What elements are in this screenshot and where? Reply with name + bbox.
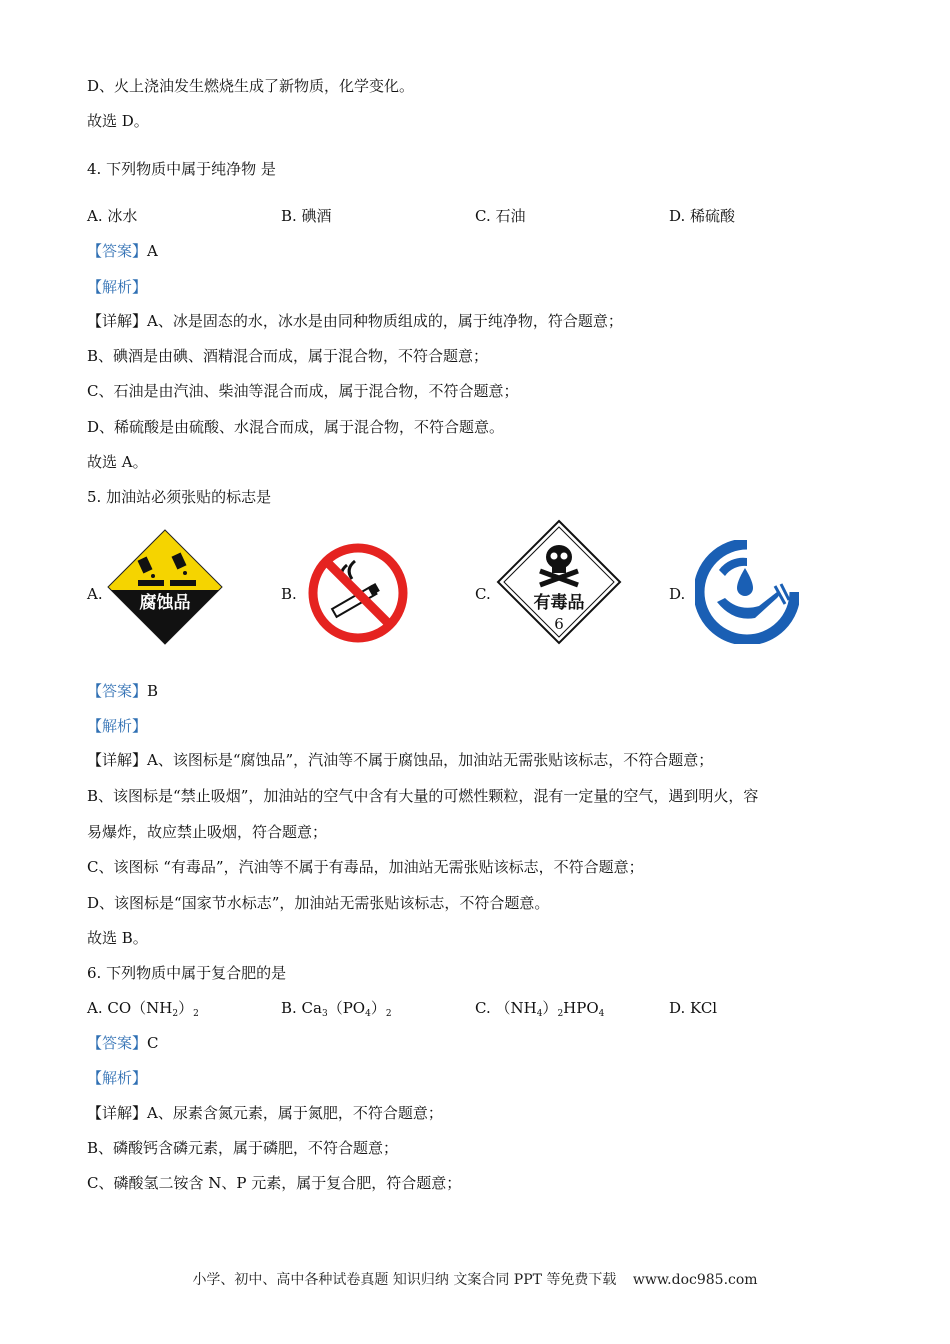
answer-tag: 【答案】 bbox=[87, 1034, 148, 1052]
option-4b: B. 碘酒 bbox=[281, 207, 332, 225]
corrosive-sign-icon bbox=[106, 528, 224, 646]
option-4c: C. 石油 bbox=[475, 207, 526, 225]
choose-4: 故选 A。 bbox=[87, 453, 148, 471]
answer-5 bbox=[87, 680, 158, 702]
footer-text: 小学、初中、高中各种试卷真题 知识归纳 文案合同 PPT 等免费下载 bbox=[192, 1272, 617, 1288]
page-footer bbox=[0, 1269, 950, 1289]
answer-value: A bbox=[147, 242, 158, 260]
option-5c: C. bbox=[475, 585, 491, 603]
detail-text: A、冰是固态的水，冰水是由同种物质组成的，属于纯净物，符合题意； bbox=[147, 312, 623, 330]
footer-url[interactable]: www.doc985.com bbox=[632, 1272, 758, 1288]
option-6b: B. $Ca_3(PO_4)_2$ bbox=[281, 999, 392, 1019]
water-saving-sign-icon bbox=[695, 540, 799, 644]
toxic-sign-class: 6 bbox=[554, 615, 564, 633]
text-line: D、火上浇油发生燃烧生成了新物质，化学变化。 bbox=[87, 77, 415, 95]
answer-value: C bbox=[147, 1034, 159, 1052]
analysis-6 bbox=[87, 1067, 147, 1089]
analysis-tag: 【解析】 bbox=[87, 278, 148, 296]
answer-6 bbox=[87, 1032, 159, 1054]
detail-6b: B、磷酸钙含磷元素，属于磷肥，不符合题意； bbox=[87, 1139, 399, 1157]
detail-4c: C、石油是由汽油、柴油等混合而成，属于混合物，不符合题意； bbox=[87, 382, 519, 400]
detail-5b-cont: 易爆炸，故应禁止吸烟，符合题意； bbox=[87, 823, 328, 841]
detail-tag: 【详解】 bbox=[87, 751, 148, 769]
detail-4b: B、碘酒是由碘、酒精混合而成，属于混合物，不符合题意； bbox=[87, 347, 489, 365]
detail-tag: 【详解】 bbox=[87, 312, 148, 330]
answer-4 bbox=[87, 240, 158, 262]
toxic-sign-label: 有毒品 bbox=[533, 593, 585, 613]
toxic-sign-icon bbox=[496, 519, 622, 645]
detail-4d: D、稀硫酸是由硫酸、水混合而成，属于混合物，不符合题意。 bbox=[87, 418, 505, 436]
question-4: 4. 下列物质中属于纯净物 是 bbox=[87, 160, 276, 178]
choose-5: 故选 B。 bbox=[87, 929, 148, 947]
option-6a: A. $CO(NH_2)_2$ bbox=[87, 999, 199, 1019]
question-6: 6. 下列物质中属于复合肥的是 bbox=[87, 964, 287, 982]
option-5d: D. bbox=[669, 585, 686, 603]
answer-value: B bbox=[147, 682, 159, 700]
detail-5a bbox=[87, 749, 713, 771]
detail-5d: D、该图标是“国家节水标志”，加油站无需张贴该标志，不符合题意。 bbox=[87, 894, 550, 912]
detail-5b: B、该图标是“禁止吸烟”，加油站的空气中含有大量的可燃性颗粒，混有一定量的空气，遇到明火，容 bbox=[87, 787, 759, 805]
answer-tag: 【答案】 bbox=[87, 682, 148, 700]
question-5: 5. 加油站必须张贴的标志是 bbox=[87, 488, 272, 506]
option-6d: D. KCl bbox=[669, 999, 718, 1017]
detail-4a bbox=[87, 310, 623, 332]
option-5a: A. bbox=[87, 585, 103, 603]
option-5b: B. bbox=[281, 585, 297, 603]
option-6c: C. $(NH_4)_2HPO_4$ bbox=[475, 999, 605, 1019]
option-4d: D. 稀硫酸 bbox=[669, 207, 736, 225]
detail-text: A、该图标是“腐蚀品”，汽油等不属于腐蚀品，加油站无需张贴该标志，不符合题意； bbox=[147, 751, 714, 769]
analysis-tag: 【解析】 bbox=[87, 1069, 148, 1087]
corrosive-sign-label: 腐蚀品 bbox=[139, 593, 191, 613]
detail-6c: C、磷酸氢二铵含 N、P 元素，属于复合肥，符合题意； bbox=[87, 1174, 462, 1192]
detail-5c: C、该图标 “有毒品”，汽油等不属于有毒品，加油站无需张贴该标志，不符合题意； bbox=[87, 858, 644, 876]
option-4a: A. 冰水 bbox=[87, 207, 138, 225]
no-smoking-sign-icon bbox=[305, 543, 411, 643]
detail-text: A、尿素含氮元素，属于氮肥，不符合题意； bbox=[147, 1104, 443, 1122]
text-line: 故选 D。 bbox=[87, 112, 149, 130]
answer-tag: 【答案】 bbox=[87, 242, 148, 260]
detail-tag: 【详解】 bbox=[87, 1104, 148, 1122]
analysis-tag: 【解析】 bbox=[87, 717, 148, 735]
analysis-5 bbox=[87, 715, 147, 737]
analysis-4 bbox=[87, 276, 147, 298]
detail-6a bbox=[87, 1102, 443, 1124]
